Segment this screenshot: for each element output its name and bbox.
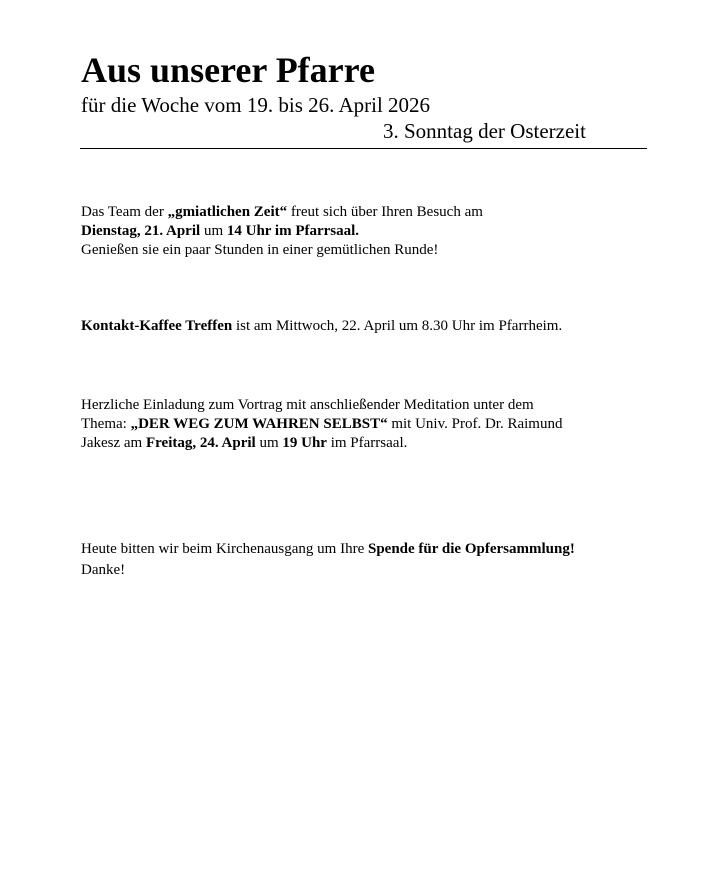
team-line-2 — [81, 222, 661, 241]
page-title: Aus unserer Pfarre — [81, 50, 375, 90]
kaffee-line — [81, 317, 661, 336]
week-subtitle: für die Woche vom 19. bis 26. April 2026 — [81, 93, 431, 117]
vortrag-line-2 — [81, 415, 661, 434]
team-text: freut sich über Ihren Besuch am — [287, 204, 483, 220]
vortrag-topic: „DER WEG ZUM WAHREN SELBST“ — [130, 416, 388, 432]
kaffee-text: ist am Mittwoch, 22. April um 8.30 Uhr im Pfarrheim. — [232, 318, 563, 334]
announcement-kaffee — [81, 317, 661, 336]
vortrag-line-3 — [81, 434, 661, 453]
header-divider — [80, 148, 647, 149]
vortrag-text: um — [255, 435, 283, 451]
spende-line-2: Danke! — [81, 562, 126, 578]
page-header — [81, 48, 647, 144]
team-date: Dienstag, 21. April — [81, 223, 201, 239]
team-time-place: 14 Uhr im Pfarrsaal. — [226, 223, 360, 239]
vortrag-text: im Pfarrsaal. — [326, 435, 408, 451]
vortrag-text: Thema: — [81, 416, 131, 432]
team-line-1 — [81, 203, 661, 222]
vortrag-time: 19 Uhr — [282, 435, 327, 451]
spende-highlight: Spende für die Opfersammlung! — [368, 541, 575, 557]
vortrag-date: Freitag, 24. April — [145, 435, 256, 451]
spende-line-1 — [81, 539, 661, 560]
announcement-vortrag — [81, 396, 661, 453]
kaffee-event-name: Kontakt-Kaffee Treffen — [81, 318, 233, 334]
liturgical-sunday: 3. Sonntag der Osterzeit — [383, 119, 586, 143]
spende-text: Heute bitten wir beim Kirchenausgang um Ihre — [81, 541, 368, 557]
team-event-name: „gmiatlichen Zeit“ — [167, 204, 288, 220]
announcement-spende — [81, 539, 661, 581]
announcement-team — [81, 203, 661, 260]
team-text: Das Team der — [81, 204, 168, 220]
team-line-3: Genießen sie ein paar Stunden in einer gemütlichen Runde! — [81, 242, 439, 258]
vortrag-text: mit Univ. Prof. Dr. Raimund — [387, 416, 563, 432]
team-text: um — [200, 223, 227, 239]
vortrag-line-1: Herzliche Einladung zum Vortrag mit anschließender Meditation unter dem — [81, 397, 534, 413]
vortrag-text: Jakesz am — [81, 435, 146, 451]
